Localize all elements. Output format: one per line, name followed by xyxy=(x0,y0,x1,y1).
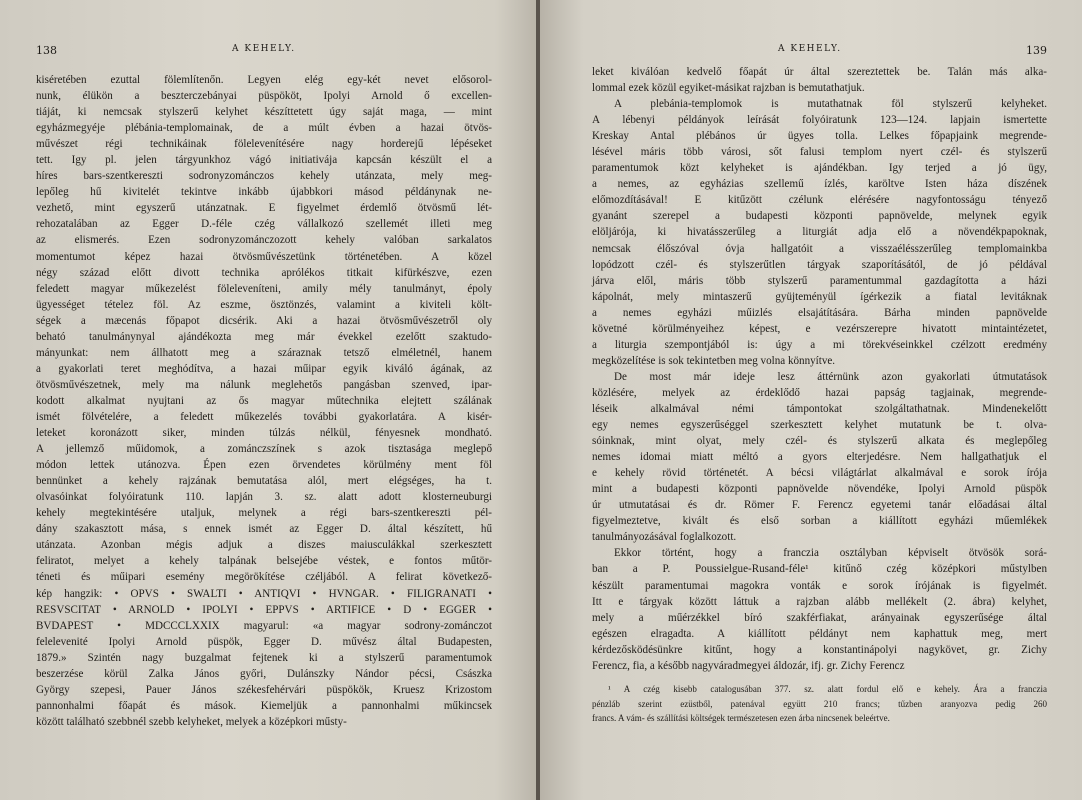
text-line: léseik alkalmával némi támpontokat szolgáltathatnak. Mindenekelőtt xyxy=(592,402,1047,415)
text-line: leket kiválóan kedvelő főapát úr által szereztettek be. Talán más alka- xyxy=(592,66,1047,78)
text-line: ségek a mæcenás főpapot dicsérik. Aki a hazai ötvösművészetről oly xyxy=(36,314,492,327)
text-line: mint a budapesti központi papnövelde növendéke, Ipolyi Arnold püspök xyxy=(592,483,1047,496)
text-line: nemcsak élőszóval óvja hallgatóit a visszaélésszerűleg templomainkba xyxy=(592,242,1047,255)
text-line: A lébenyi példányok leírását folyóiratunk 123—124. lapjain ismertette xyxy=(592,114,1047,127)
text-line: négy század előtt divott technika aprólékos titkait kifürkészve, ezen xyxy=(36,266,492,279)
text-line: ügyességet tételez föl. Az eszme, ösztönzés, valamint a kiviteli költ- xyxy=(36,298,492,311)
text-line: a nemes, az egyházias szellemű ízlés, karöltve Isten háza díszének xyxy=(592,178,1047,191)
text-line: téneti és műipari esemény megörökítése czéljából. A felirat következő- xyxy=(36,571,492,584)
text-line: között található szebbnél szebb kelyheket, melyek a középkori műsty- xyxy=(36,715,347,728)
text-line: nemes idomai miatt méltó a gyors elterjedésre. Nem hallgathatjuk el xyxy=(592,451,1047,464)
text-line: módon lettek utánozva. Épen ezen örvendetes körülmény ment föl xyxy=(36,459,492,472)
text-line: lopódzott czél- és stylszerűtlen tárgyak szaporításától, de jó példával xyxy=(592,258,1047,271)
text-line: híres bars-szentkereszti sodronyzománczos kehely utánzata, mely meg- xyxy=(36,170,492,183)
text-line: követné körülményeihez képest, e vezérszerepre hivatott mintaintézetet, xyxy=(592,322,1047,335)
text-line: ¹ A czég kisebb catalogusában 377. sz. alatt fordul elő e kehely. Ára a franczia xyxy=(608,684,1047,694)
text-line: figyelmeztetve, kivált és első sorban a kiállított egyházi műemlékek xyxy=(592,515,1047,528)
text-line: bennünket a kehely rajzának bemutatása alól, mert elégséges, ha t. xyxy=(36,475,492,488)
text-line: BVDAPEST • MDCCCLXXIX magyarul: «a magyar sodrony-zománczot xyxy=(36,619,492,632)
left-body-text xyxy=(36,72,492,730)
text-line: De most már ideje lesz áttérnünk azon gyakorlati útmutatások xyxy=(614,370,1047,383)
text-line: Ekkor történt, hogy a franczia osztályban képviselt ötvösök sorá- xyxy=(614,547,1047,560)
text-line: kodott alkalmat nyujtani az ős magyar műtechnika elejtett szálának xyxy=(36,394,492,407)
text-line: vezhető, mint egyszerű utánzatnak. E figyelmet érdemlő ötvösmű lét- xyxy=(36,202,492,215)
text-line: momentumot képez hazai ötvösművészetünk történetében. A közel xyxy=(36,250,492,263)
text-line: paramentumok közt kelyheket is ajándékban. Igy terjed a jó ügy, xyxy=(592,162,1047,175)
text-line: rehozatalában az Egger D.-féle czég vállalkozó szellemét illeti meg xyxy=(36,218,492,231)
right-running-head: A KEHELY. xyxy=(778,44,842,54)
text-line: mányunkat: nem állhatott meg a száraznak tetsző elméletnél, hanem xyxy=(36,346,492,359)
text-line: a nemes egyházi műizlés elsajátítására. Bárha minden papnövelde xyxy=(592,306,1047,319)
text-line: kiséretében ezuttal fölemlítenőn. Legyen elég egy-két nevet elősorol- xyxy=(36,74,492,86)
text-line: kápolnát, mely mintaszerű gyüjteményül ígérkezik a fiatal levitáknak xyxy=(592,290,1047,303)
text-line: beszerzése körül Zalka János győri, Dulánszky Nándor pécsi, Császka xyxy=(36,667,492,680)
right-body-text xyxy=(592,64,1047,674)
text-line: Kreskay Antal plébános úr ügyes tolla. Lelkes főpapjaink megrende- xyxy=(592,130,1047,143)
text-line: lésével máris több városi, sőt falusi templom nyert czél- és stylszerű xyxy=(592,146,1047,159)
text-line: gyanánt szerepel a budapesti központi papnövelde, melynek egyik xyxy=(592,210,1047,223)
text-line: ötvösművészetnek, mely ma nálunk meglehetős pangásban szenved, ipar- xyxy=(36,378,492,391)
text-line: feledett magyar műkezelést föleleveníteni, amily mély tanulmányt, époly xyxy=(36,282,492,295)
text-line: a gyakorlati teret meghódítva, a hazai műipar egyik kiváló ágának, az xyxy=(36,362,492,375)
text-line: tiáját, ki nemcsak stylszerű kelyhet készíttetett úgy saját maga, — mint xyxy=(36,106,492,119)
text-line: lommal ezek közül egyiket-másikat rajzban is bemutathatjuk. xyxy=(592,82,865,95)
text-line: György szepesi, Pauer János székesfehérvári püspökök, Kruesz Krizostom xyxy=(36,683,492,696)
text-line: készült paramentumai magokra vonták e sorok írójának is figyelmét. xyxy=(592,579,1047,592)
text-line: tanulmányozásával foglalkozott. xyxy=(592,531,737,544)
right-page xyxy=(540,0,1082,800)
text-line: 1879.» Szintén nagy buzgalmat fejtenek ki a stylszerű paramentumok xyxy=(36,651,492,664)
text-line: úr utmutatásai és dr. Römer F. Ferencz egyetemi tanár előadásai által xyxy=(592,499,1047,512)
text-line: dány szakasztott mása, s ennek ismét az Egger D. által készített, hű xyxy=(36,523,492,536)
text-line: egyházmegyéje plébánia-templomainak, de a múlt évben a hazai ötvös- xyxy=(36,122,492,135)
text-line: művészet régi technikáinak fölelevenítésére nagy horderejű lépéseket xyxy=(36,138,492,151)
text-line: járva elől, máris több stylszerű paramentummal gazdagította a házi xyxy=(592,274,1047,287)
text-line: közlésére, melyek az érdeklődő hazai papság tagjainak, megrende- xyxy=(592,386,1047,399)
text-line: a liturgia szempontjából is: úgy a mi törekvéseinkkel czélzott eredmény xyxy=(592,338,1047,351)
text-line: nunk, élükön a beszterczebányai püspököt, Ipolyi Arnold ő excellen- xyxy=(36,90,492,103)
text-line: francs. A vám- és szállítási költségek természetesen ezen árba nincsenek beleértve. xyxy=(592,713,890,723)
text-line: feliratot, melyet a kehely talpának belsejébe véstek, e fontos műtör- xyxy=(36,555,492,568)
text-line: kehely megtekintésére utaljuk, melynek a régi bars-szentkereszti pél- xyxy=(36,507,492,520)
right-page-number: 139 xyxy=(1026,44,1047,57)
text-line: előmozdításával! E kitűzött czélunk elérésére nagyfontosságu tényező xyxy=(592,194,1047,207)
text-line: tett. Igy pl. jelen tárgyunkhoz vágó initiativája kapcsán készült el a xyxy=(36,154,492,167)
footnote xyxy=(592,682,1047,726)
text-line: A plebánia-templomok is mutathatnak föl stylszerű kelyheket. xyxy=(614,98,1047,111)
text-line: kép hangzik: • OPVS • SWALTI • ANTIQVI • HVNGAR. • FILIGRANATI • xyxy=(36,587,492,600)
text-line: elöljárója, ki hivatásszerűleg a liturgiát adja elő a növendékpapoknak, xyxy=(592,226,1047,239)
text-line: A jellemző műidomok, a zománczszínek s azok tisztasága meglepő xyxy=(36,443,492,456)
text-line: beható tanulmánynyal ajándékozta meg már évekkel ezelőtt szaktudo- xyxy=(36,330,492,343)
text-line: lepőleg hű kivitelét tekintve inkább újabbkori másod példánynak ne- xyxy=(36,186,492,199)
text-line: RESVSCITAT • ARNOLD • IPOLYI • EPPVS • ARTIFICE • D • EGGER • xyxy=(36,603,492,616)
text-line: ban a P. Poussielgue-Rusand-féle¹ kitűnő czég középkori műstylben xyxy=(592,563,1047,576)
text-line: sóinknak, mint olyat, mely czél- és stylszerű alkata és meglepőleg xyxy=(592,435,1047,448)
text-line: egy nemes egyszerűséggel szerkesztett kelyhet mutatunk be t. olva- xyxy=(592,419,1047,432)
text-line: pannonhalmi főapát és mások. Kiemeljük a pannonhalmi műkincsek xyxy=(36,699,492,712)
text-line: mely a műérzékkel bíró szakférfiakat, arányainak egyszerűsége által xyxy=(592,611,1047,624)
text-line: az elismerés. Ezen sodronyzománczozott kehely valóban sarkalatos xyxy=(36,234,492,247)
text-line: ismét fölvételére, a feledett műkezelés további gyakorlatára. A kisér- xyxy=(36,410,492,423)
text-line: Itt e tárgyak között láttuk a rajzban alább mellékelt (2. ábra) kelyhet, xyxy=(592,595,1047,608)
text-line: kérdezősködésünkre kitűnt, hogy a konstantinápolyi nagykövet, gr. Zichy xyxy=(592,643,1047,656)
left-page xyxy=(0,0,538,800)
text-line: felelevenité Ipolyi Arnold püspök, Egger D. művész által Budapesten, xyxy=(36,635,492,648)
left-page-number: 138 xyxy=(36,44,57,57)
left-running-head: A KEHELY. xyxy=(232,44,296,54)
text-line: utánzata. Azonban mégis adjuk a diszes maiusculákkal szerkesztett xyxy=(36,539,492,552)
text-line: egészen elragadta. A kiállított példányt nem kaphattuk meg, mert xyxy=(592,627,1047,640)
text-line: e kehely rövid történetét. A bécsi világtárlat alkalmával e sorok írója xyxy=(592,467,1047,480)
text-line: megközelítése is sok tekintetben meg volna könnyítve. xyxy=(592,354,836,367)
text-line: Ferencz, fia, a később nagyváradmegyei áldozár, ifj. gr. Zichy Ferencz xyxy=(592,659,905,672)
text-line: olvasóinkat folyóiratunk 110. lapján 3. sz. alatt adott klosterneuburgi xyxy=(36,491,492,504)
text-line: pénzláb szerint ezüstből, patenával együtt 210 francs; tűzben aranyozva pedig 260 xyxy=(592,698,1047,709)
text-line: leteket koronázott siker, minden túlzás nélkül, fényesnek mondható. xyxy=(36,427,492,440)
